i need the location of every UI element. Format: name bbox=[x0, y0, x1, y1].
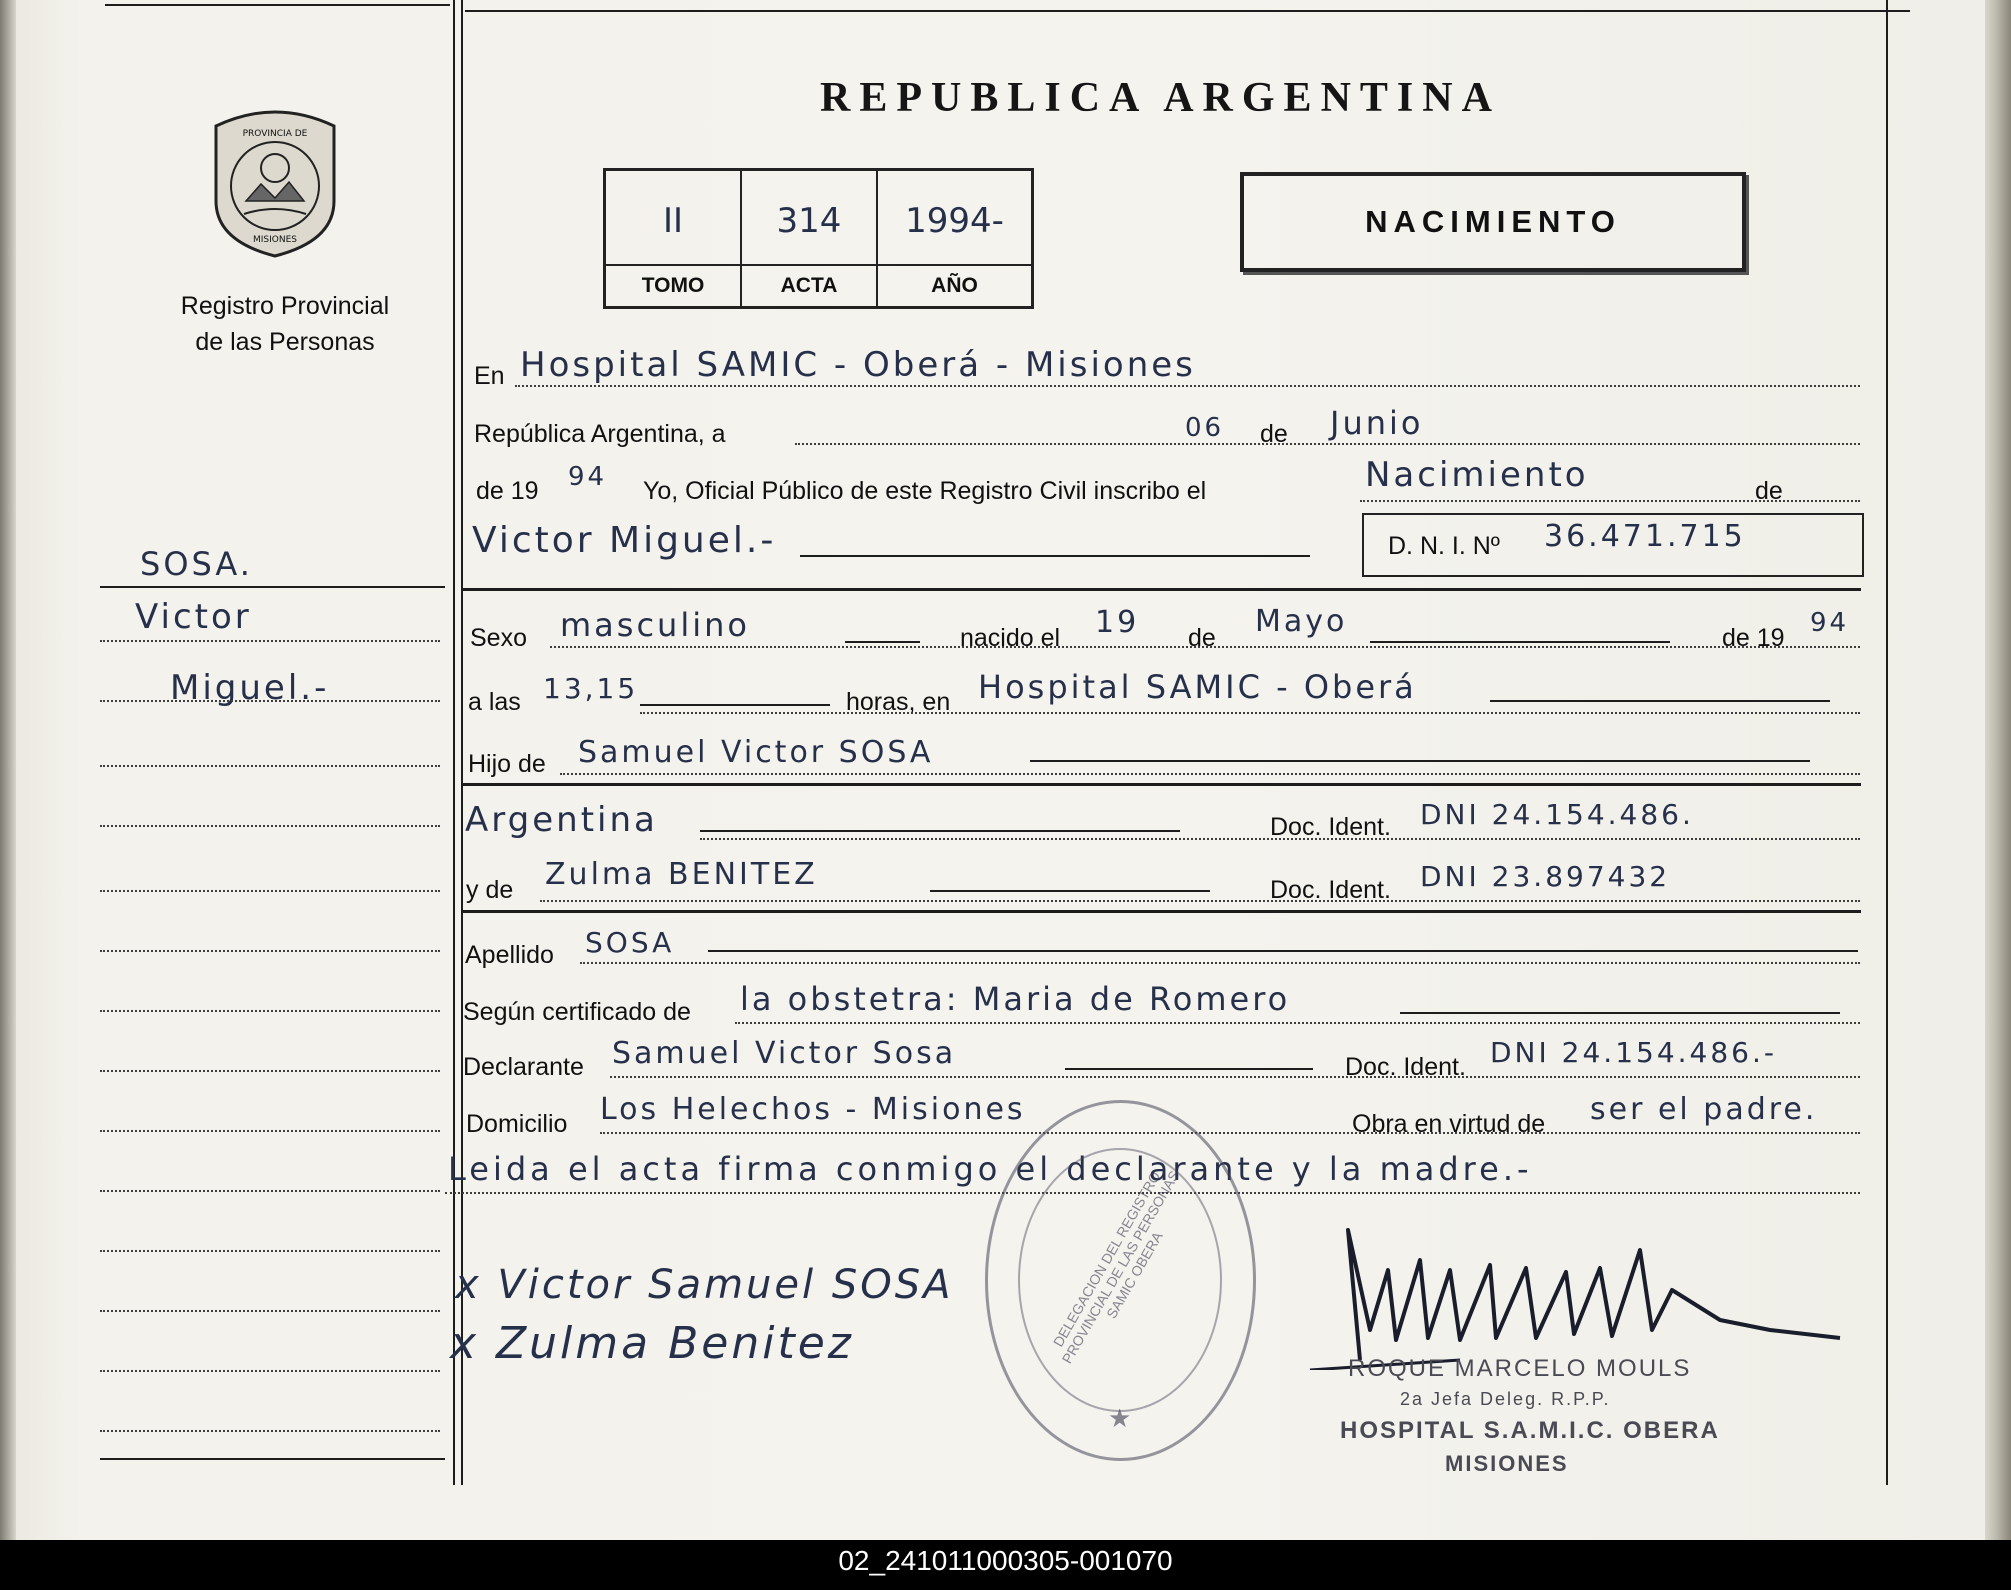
apellido-label: Apellido bbox=[465, 941, 554, 969]
country-title: REPUBLICA ARGENTINA bbox=[820, 75, 1501, 121]
page-binding-shadow bbox=[0, 0, 16, 1540]
nacido-de-label: de bbox=[1188, 624, 1216, 652]
declarante-label: Declarante bbox=[463, 1053, 584, 1081]
emblem-bottom-text: MISIONES bbox=[252, 235, 298, 245]
alas-label: a las bbox=[468, 688, 521, 716]
en-label: En bbox=[474, 362, 505, 390]
madre-doc-value: DNI 23.897432 bbox=[1420, 860, 1671, 893]
segun-line bbox=[1400, 1012, 1840, 1014]
signature-mother: x Zulma Benitez bbox=[450, 1318, 854, 1369]
padre-doc-dotline bbox=[700, 838, 1860, 840]
lugar-line bbox=[1490, 700, 1830, 702]
day-value: 06 bbox=[1185, 413, 1225, 443]
margin-dotline bbox=[100, 825, 440, 827]
acta-label: ACTA bbox=[742, 264, 876, 306]
margin-dotline bbox=[100, 1130, 440, 1132]
madre-doc-label: Doc. Ident. bbox=[1270, 876, 1391, 904]
apellido-value: SOSA bbox=[585, 926, 675, 959]
margin-first-name: Victor bbox=[135, 597, 252, 637]
signature-father: x Victor Samuel SOSA bbox=[455, 1262, 954, 1308]
margin-surname: SOSA. bbox=[140, 545, 253, 583]
top-rule-left bbox=[105, 4, 450, 6]
registry-line-2: de las Personas bbox=[195, 328, 375, 356]
en-value: Hospital SAMIC - Oberá - Misiones bbox=[520, 345, 1196, 385]
declarante-doc-label: Doc. Ident. bbox=[1345, 1053, 1466, 1081]
section-rule-3 bbox=[463, 910, 1861, 913]
republica-dotline bbox=[795, 443, 1860, 445]
sexo-line bbox=[845, 641, 920, 643]
margin-dotline bbox=[100, 1010, 440, 1012]
margin-dotline bbox=[100, 890, 440, 892]
registry-stamp bbox=[985, 1100, 1256, 1461]
hora-line bbox=[640, 704, 830, 706]
month-value: Junio bbox=[1330, 404, 1424, 442]
sexo-label: Sexo bbox=[470, 624, 527, 652]
nombre-line bbox=[800, 555, 1310, 557]
domicilio-dotline bbox=[600, 1132, 1860, 1134]
padre-doc-value: DNI 24.154.486. bbox=[1420, 798, 1694, 831]
hijo-label: Hijo de bbox=[468, 750, 546, 778]
segun-label: Según certificado de bbox=[463, 998, 691, 1026]
declarante-dotline bbox=[610, 1076, 1860, 1078]
de-label-2: de bbox=[1755, 477, 1783, 505]
registry-line-1: Registro Provincial bbox=[180, 292, 390, 320]
section-rule-1 bbox=[463, 588, 1861, 591]
acta-table bbox=[603, 168, 1034, 309]
acta-value: 314 bbox=[776, 201, 842, 241]
hijo-dotline bbox=[560, 773, 1860, 775]
alas-dotline bbox=[640, 712, 1860, 714]
republica-label: República Argentina, a bbox=[474, 420, 726, 448]
registry-name bbox=[140, 288, 430, 360]
declarante-doc-value: DNI 24.154.486.- bbox=[1490, 1036, 1777, 1069]
dni-box bbox=[1362, 513, 1864, 577]
stamp-text: DELEGACION DEL REGISTRO PROVINCIAL DE LAS PERSONAS SAMIC OBERA bbox=[1049, 1167, 1183, 1367]
anio-value: 1994- bbox=[905, 201, 1004, 241]
record-type-box: NACIMIENTO bbox=[1240, 172, 1746, 272]
official-place: HOSPITAL S.A.M.I.C. OBERA bbox=[1340, 1417, 1720, 1444]
tomo-value: II bbox=[662, 201, 684, 241]
y-de-label: y de bbox=[466, 876, 514, 904]
margin-middle-name: Miguel.- bbox=[170, 668, 330, 708]
margin-dotline bbox=[100, 700, 440, 702]
oficial-text: Yo, Oficial Público de este Registro Civil inscribo el bbox=[643, 477, 1207, 505]
section-rule-2 bbox=[463, 783, 1861, 786]
margin-dotline bbox=[100, 950, 440, 952]
nacido-month-value: Mayo bbox=[1255, 604, 1348, 639]
scan-id-footer: 02_241011000305-001070 bbox=[0, 1540, 2011, 1590]
official-name: ROQUE MARCELO MOULS bbox=[1348, 1355, 1692, 1382]
padre-nacionalidad-value: Argentina bbox=[465, 800, 658, 840]
dni-label: D. N. I. Nº bbox=[1388, 532, 1500, 560]
page-stack-edge bbox=[1985, 0, 2011, 1540]
emblem-top-text: PROVINCIA DE bbox=[242, 129, 308, 139]
horas-label: horas, en bbox=[846, 688, 951, 716]
margin-dotline bbox=[100, 1250, 440, 1252]
year-prefix: de 19 bbox=[476, 477, 539, 505]
de-label: de bbox=[1260, 420, 1288, 448]
hora-value: 13,15 bbox=[543, 672, 639, 705]
obra-value: ser el padre. bbox=[1590, 1092, 1818, 1127]
obra-label: Obra en virtud de bbox=[1352, 1110, 1546, 1138]
declarante-line bbox=[1065, 1068, 1313, 1070]
official-signature-icon bbox=[1300, 1210, 1860, 1370]
apellido-line bbox=[708, 950, 1858, 952]
apellido-dotline bbox=[580, 962, 1860, 964]
padre-line bbox=[1030, 760, 1810, 762]
segun-value: la obstetra: Maria de Romero bbox=[740, 980, 1291, 1018]
domicilio-label: Domicilio bbox=[466, 1110, 568, 1138]
declarante-value: Samuel Victor Sosa bbox=[612, 1036, 957, 1071]
leida-value: Leida el acta firma conmigo el declarante y la madre.- bbox=[448, 1150, 1533, 1188]
sexo-value: masculino bbox=[560, 606, 750, 644]
margin-bottom-rule bbox=[100, 1458, 445, 1460]
sexo-dotline bbox=[550, 646, 1860, 648]
year-value: 94 bbox=[568, 462, 608, 492]
en-dotline bbox=[515, 385, 1860, 387]
padre-value: Samuel Victor SOSA bbox=[578, 735, 934, 770]
acta-cell bbox=[742, 171, 878, 306]
nacido-year-prefix: de 19 bbox=[1722, 624, 1785, 652]
nacido-year-value: 94 bbox=[1810, 608, 1850, 638]
domicilio-value: Los Helechos - Misiones bbox=[600, 1092, 1026, 1127]
segun-dotline bbox=[735, 1022, 1860, 1024]
tomo-label: TOMO bbox=[606, 264, 740, 306]
padre-nac-line bbox=[700, 830, 1180, 832]
nacido-line bbox=[1370, 641, 1670, 643]
acto-value: Nacimiento bbox=[1365, 455, 1589, 495]
acto-dotline bbox=[1360, 500, 1860, 502]
misiones-emblem-icon bbox=[206, 106, 344, 258]
madre-line bbox=[930, 890, 1210, 892]
margin-dotline bbox=[100, 640, 440, 642]
margin-dotline bbox=[100, 1370, 440, 1372]
official-province: MISIONES bbox=[1445, 1451, 1569, 1476]
stamp-star-icon: ★ bbox=[1108, 1403, 1132, 1433]
lugar-value: Hospital SAMIC - Oberá bbox=[978, 668, 1417, 706]
nacido-label: nacido el bbox=[960, 624, 1061, 652]
nacido-day-value: 19 bbox=[1095, 605, 1140, 640]
column-divider-right bbox=[1886, 0, 1888, 1485]
official-title: 2a Jefa Deleg. R.P.P. bbox=[1400, 1389, 1611, 1409]
y-de-dotline bbox=[540, 900, 1860, 902]
dni-value: 36.471.715 bbox=[1544, 519, 1746, 554]
anio-label: AÑO bbox=[878, 264, 1031, 306]
padre-doc-label: Doc. Ident. bbox=[1270, 813, 1391, 841]
nombre-value: Victor Miguel.- bbox=[472, 520, 777, 561]
anio-cell bbox=[878, 171, 1031, 306]
top-rule-right bbox=[465, 10, 1910, 12]
margin-dotline bbox=[100, 1190, 440, 1192]
margin-rule bbox=[100, 586, 445, 588]
margin-dotline bbox=[100, 1070, 440, 1072]
margin-dotline bbox=[100, 1430, 440, 1432]
margin-dotline bbox=[100, 1310, 440, 1312]
margin-dotline bbox=[100, 765, 440, 767]
madre-value: Zulma BENITEZ bbox=[545, 857, 818, 892]
tomo-cell bbox=[606, 171, 742, 306]
